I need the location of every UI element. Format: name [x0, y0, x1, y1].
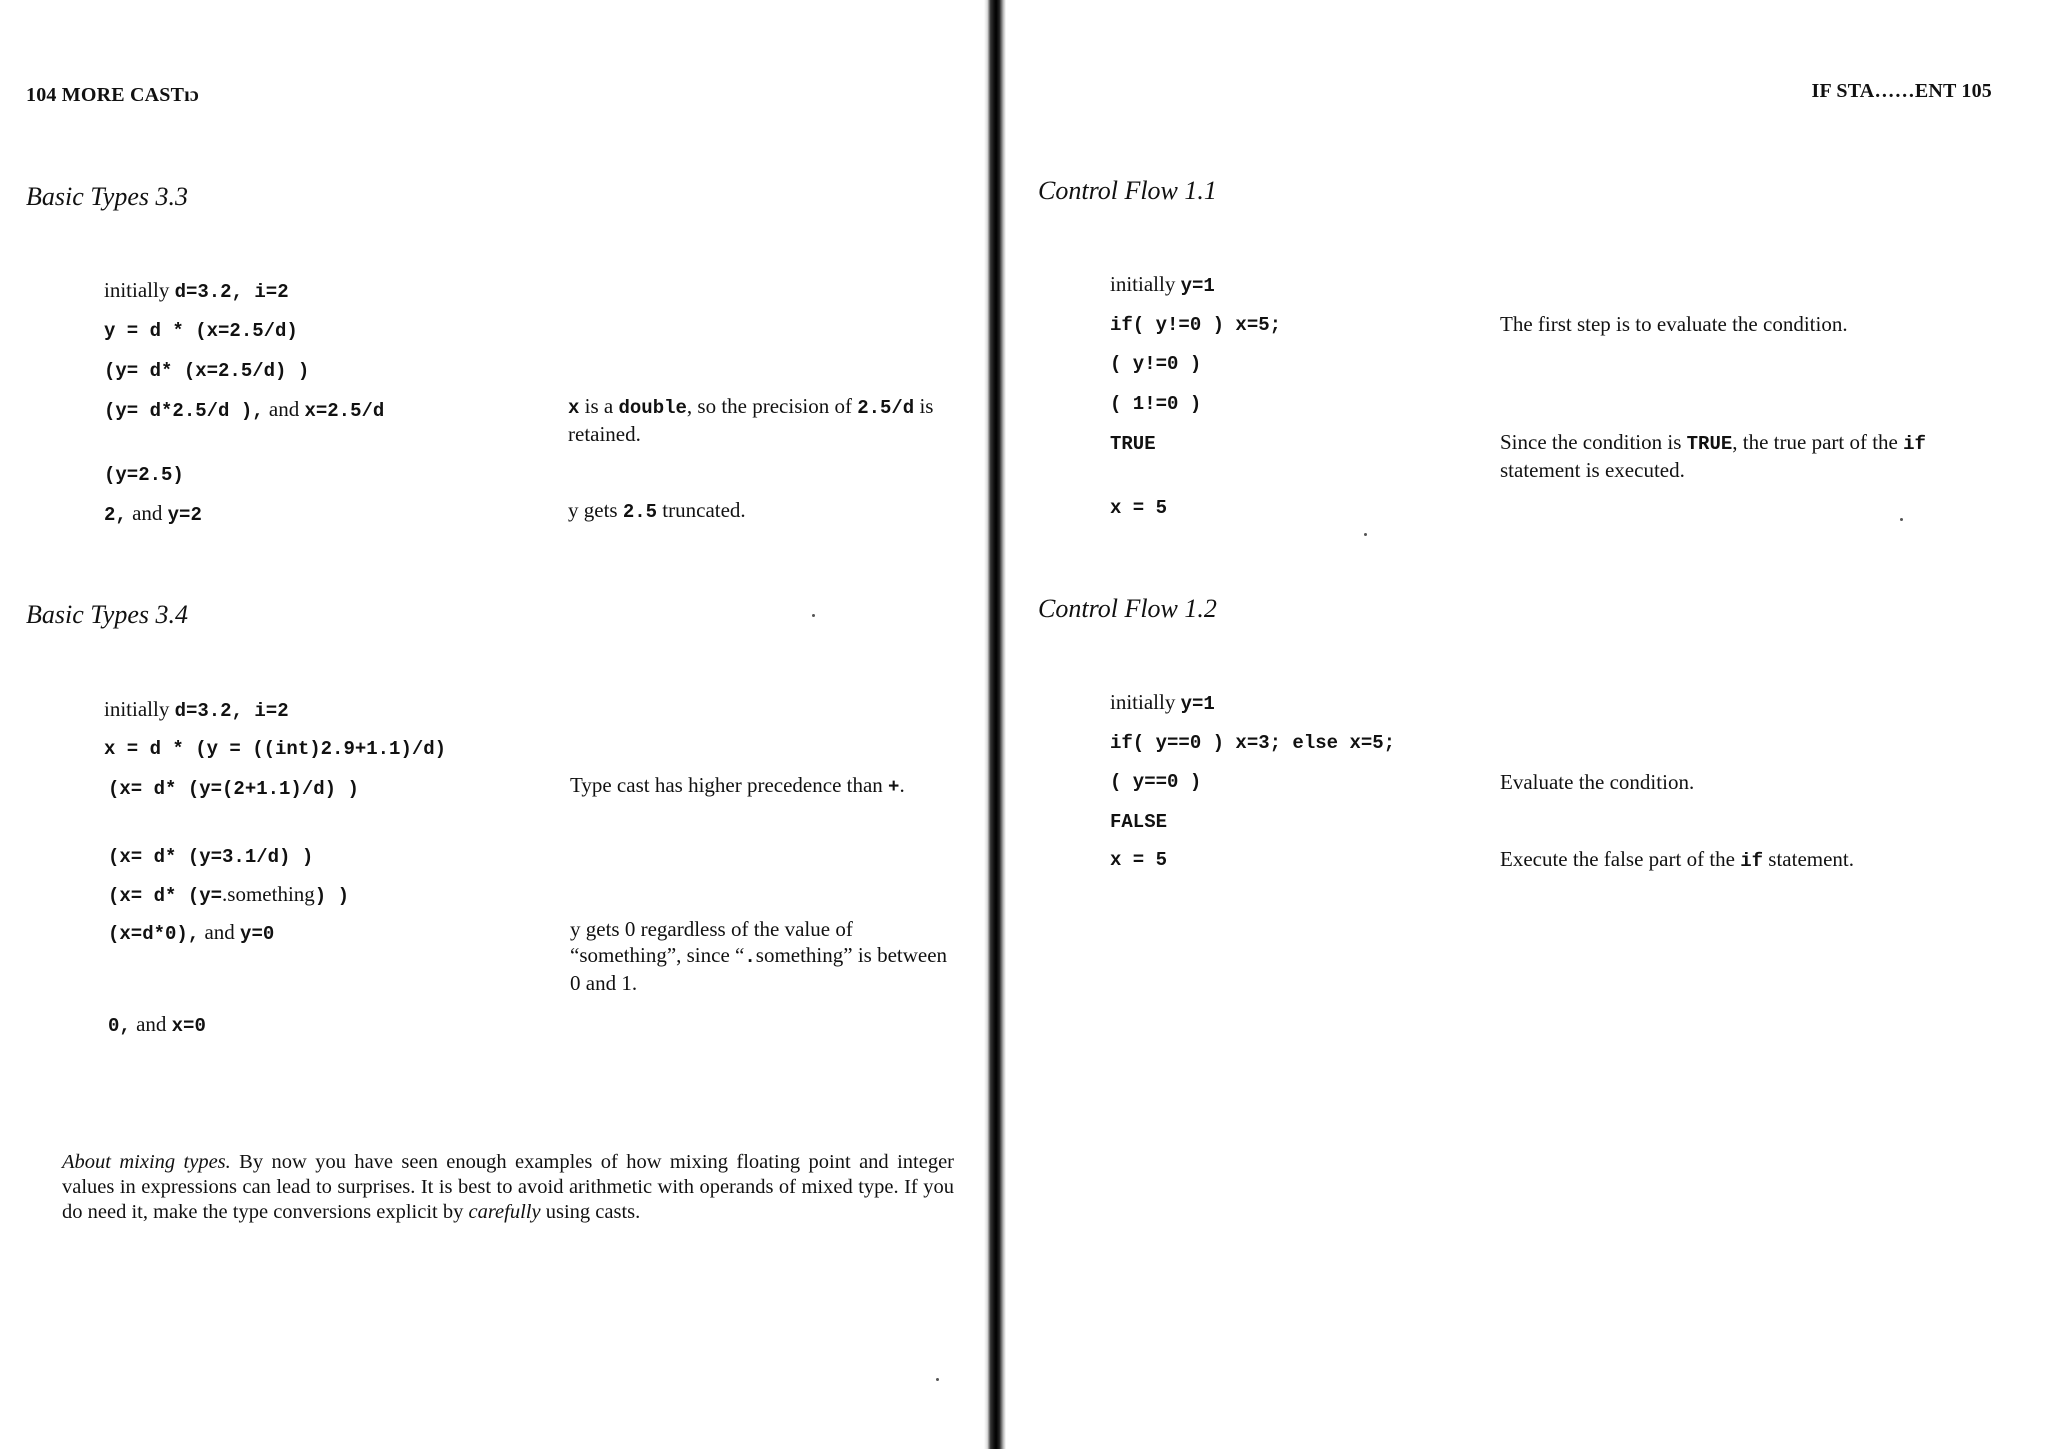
- section-title-control-flow-1-2: Control Flow 1.2: [1038, 594, 1217, 623]
- annotation-note: [570, 916, 950, 996]
- line-text: and: [263, 397, 305, 421]
- line-code: y=2: [167, 504, 202, 526]
- line-code: ) ): [314, 885, 349, 907]
- code-line: [104, 397, 384, 422]
- line-code: x=2.5/d: [304, 400, 385, 422]
- code-line: ( y==0 ): [1110, 771, 1202, 793]
- print-speck: [1364, 533, 1367, 536]
- code-line: x = d * (y = ((int)2.9+1.1)/d): [104, 738, 447, 760]
- paragraph-lead: About mixing types.: [62, 1151, 231, 1173]
- line-text: .something: [222, 882, 315, 906]
- code-line: [104, 278, 289, 303]
- print-speck: [812, 614, 815, 617]
- note-text: y gets 0 regardless of the value of “something”, since “: [570, 917, 853, 967]
- left-page: [0, 0, 984, 1449]
- code-line: ( 1!=0 ): [1110, 393, 1202, 415]
- code-line: (y= d* (x=2.5/d) ): [104, 360, 310, 382]
- note-code: double: [618, 397, 687, 419]
- line-code: x=0: [171, 1015, 206, 1037]
- note-code: if: [1740, 850, 1764, 872]
- line-code: y=1: [1180, 693, 1215, 715]
- line-text: and: [199, 920, 241, 944]
- about-mixing-types-paragraph: [62, 1150, 954, 1225]
- code-line: y = d * (x=2.5/d): [104, 320, 298, 342]
- annotation-note: Evaluate the condition.: [1500, 770, 1695, 794]
- right-page: [1006, 0, 2048, 1449]
- code-line: (y=2.5): [104, 464, 184, 486]
- left-page-header: 104 MORE CASTıɔ: [26, 84, 199, 106]
- line-code: 2,: [104, 504, 127, 526]
- annotation-note: [568, 497, 958, 525]
- line-text: initially: [104, 697, 175, 721]
- code-line: FALSE: [1110, 811, 1168, 833]
- line-text: and: [130, 1012, 172, 1036]
- code-line: TRUE: [1110, 433, 1156, 455]
- code-line: ( y!=0 ): [1110, 353, 1202, 375]
- paragraph-body: By now you have seen enough examples of how mixing floating point and integer values in expressions can lead to surprises. It is best to avoid arithmetic with operands of mixed type. If you do need it, make the type conversions explicit by: [62, 1151, 954, 1223]
- code-line: [108, 920, 274, 945]
- note-text: is retained.: [568, 394, 934, 446]
- annotation-note: [1500, 429, 1980, 483]
- code-line: x = 5: [1110, 497, 1168, 519]
- code-line: [104, 697, 289, 722]
- note-text: truncated.: [657, 498, 746, 522]
- note-text: , so the precision of: [686, 394, 858, 418]
- note-text: Type cast has higher precedence than: [570, 773, 889, 797]
- section-title-control-flow-1-1: Control Flow 1.1: [1038, 176, 1217, 205]
- note-code: x: [568, 397, 580, 419]
- paragraph-emphasis: carefully: [468, 1201, 541, 1223]
- note-text: , the true part of the: [1732, 430, 1904, 454]
- line-code: d=3.2, i=2: [174, 281, 289, 303]
- line-code: (x=d*0),: [108, 923, 200, 945]
- line-code: d=3.2, i=2: [174, 700, 289, 722]
- note-text: statement.: [1763, 847, 1855, 871]
- note-code: 2.5/d: [857, 397, 915, 419]
- line-code: (y= d*2.5/d ),: [104, 400, 264, 422]
- note-text: .: [899, 773, 905, 797]
- line-code: y=0: [240, 923, 275, 945]
- section-title-basic-types-3-3: Basic Types 3.3: [26, 182, 188, 211]
- line-text: initially: [1110, 272, 1181, 296]
- page-gutter: [984, 0, 1006, 1449]
- note-text: statement is executed.: [1500, 458, 1685, 482]
- line-code: 0,: [108, 1015, 131, 1037]
- note-code: .: [744, 946, 756, 968]
- note-code: 2.5: [622, 501, 658, 523]
- note-text: Execute the false part of the: [1500, 847, 1741, 871]
- note-text: Since the condition is: [1500, 430, 1687, 454]
- paragraph-body: using casts.: [540, 1201, 641, 1223]
- code-line: (x= d* (y=3.1/d) ): [108, 846, 314, 868]
- annotation-note: The first step is to evaluate the condition.: [1500, 312, 1848, 336]
- note-text: is a: [579, 394, 619, 418]
- code-line: x = 5: [1110, 849, 1168, 871]
- right-page-header: IF STA……ENT 105: [1811, 80, 1992, 102]
- code-line: [108, 882, 349, 907]
- line-code: (x= d* (y=: [108, 885, 223, 907]
- annotation-note: [1500, 846, 1980, 874]
- line-text: initially: [1110, 690, 1181, 714]
- section-title-basic-types-3-4: Basic Types 3.4: [26, 600, 188, 629]
- line-code: y=1: [1180, 275, 1215, 297]
- code-line: [1110, 272, 1215, 297]
- line-text: and: [126, 501, 168, 525]
- code-line: [108, 1012, 206, 1037]
- annotation-note: [568, 393, 958, 447]
- note-text: y gets: [568, 498, 623, 522]
- print-speck: [1900, 518, 1903, 521]
- note-code: if: [1903, 433, 1926, 455]
- note-code: TRUE: [1686, 433, 1733, 455]
- code-line: [104, 501, 202, 526]
- code-line: if( y==0 ) x=3; else x=5;: [1110, 732, 1396, 754]
- line-text: initially: [104, 278, 175, 302]
- note-code: +: [888, 776, 900, 798]
- print-speck: [936, 1378, 939, 1381]
- code-line: if( y!=0 ) x=5;: [1110, 314, 1282, 336]
- note-text: something” is between 0 and 1.: [570, 943, 948, 995]
- code-line: [1110, 690, 1215, 715]
- annotation-note: [570, 772, 950, 800]
- code-line: (x= d* (y=(2+1.1)/d) ): [108, 778, 359, 800]
